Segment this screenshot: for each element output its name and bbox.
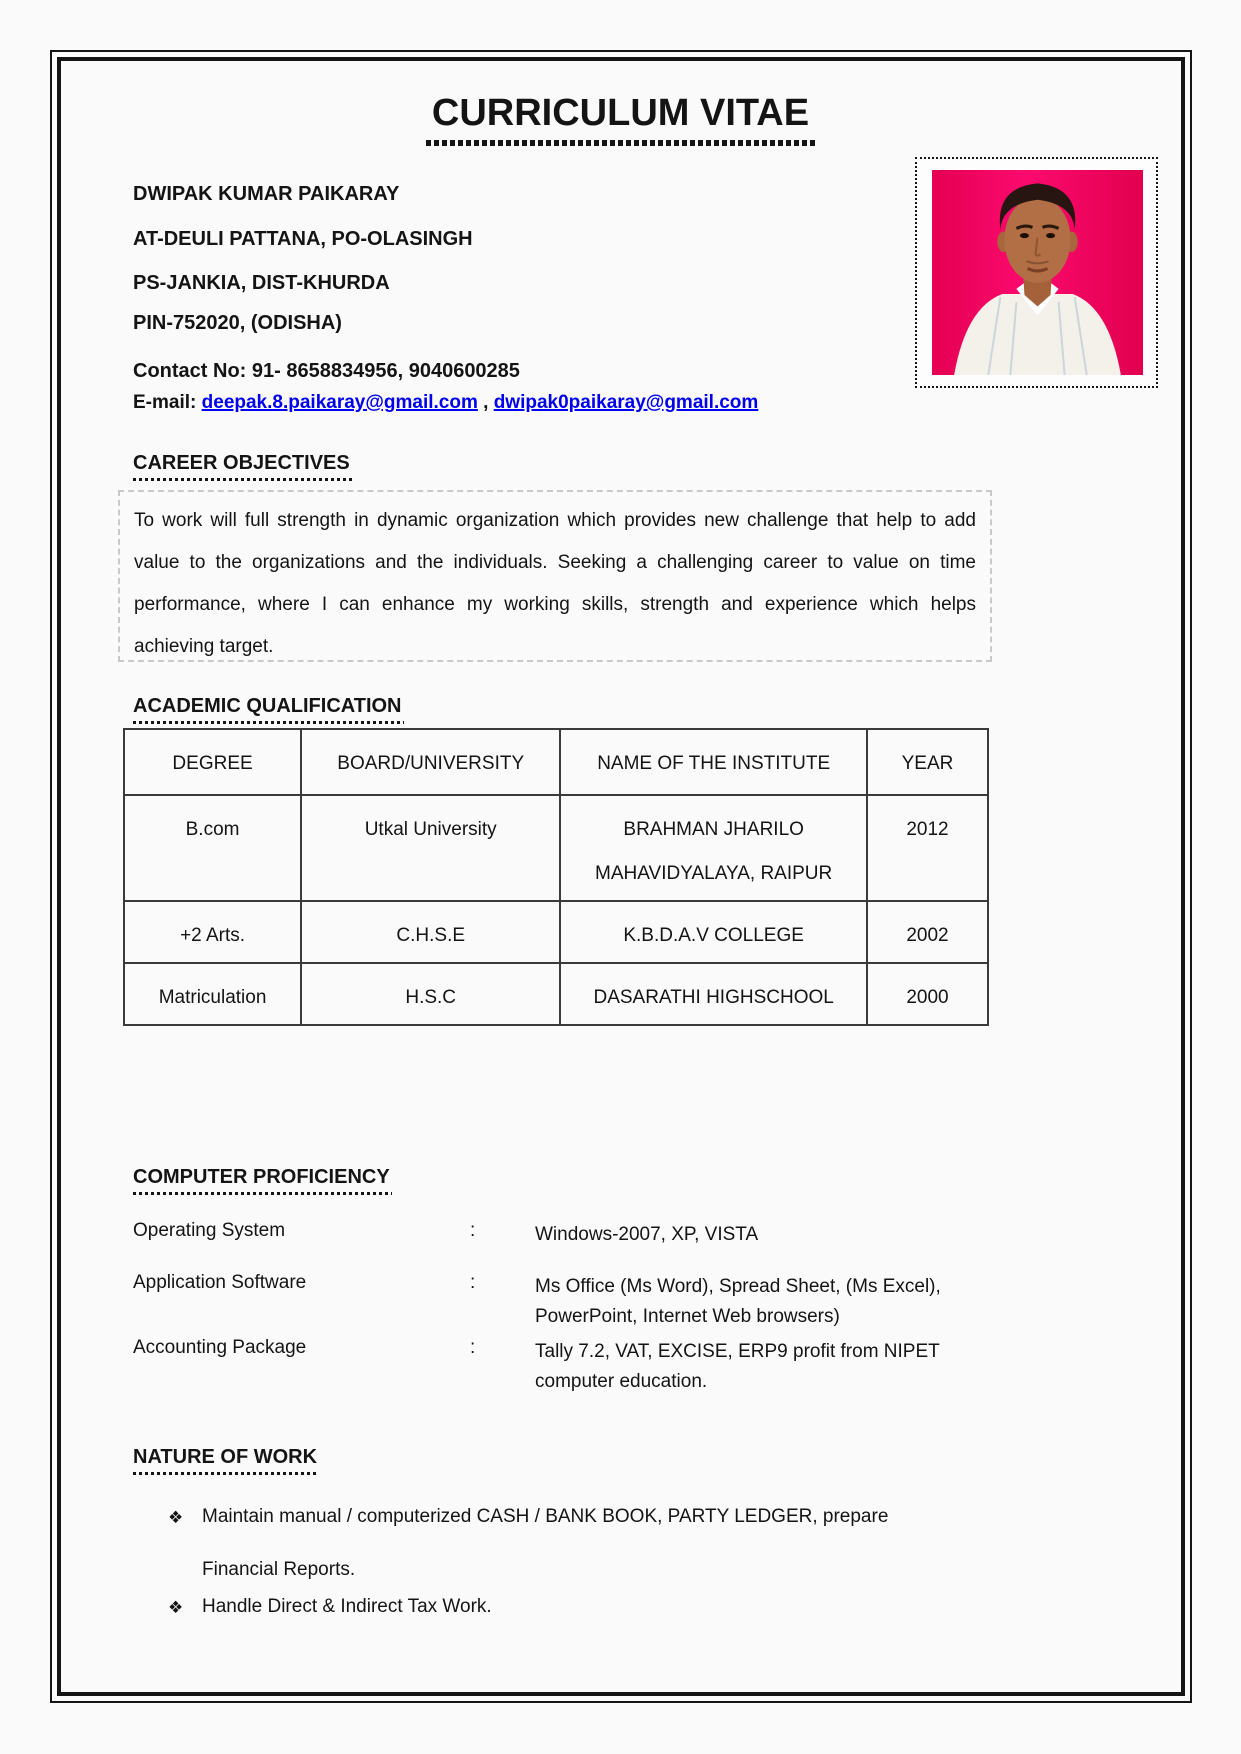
- contact-line: [133, 360, 520, 383]
- skill-separator: :: [470, 1220, 476, 1241]
- heading-computer-proficiency: COMPUTER PROFICIENCY: [133, 1166, 392, 1195]
- diamond-bullet-icon: ❖: [168, 1598, 184, 1618]
- diamond-bullet-icon: ❖: [168, 1508, 184, 1528]
- page-title: CURRICULUM VITAE: [426, 92, 815, 146]
- email-separator: ,: [483, 392, 489, 413]
- col-header-board: BOARD/UNIVERSITY: [301, 729, 560, 795]
- title-wrap: [0, 92, 1241, 146]
- heading-career-objectives: CAREER OBJECTIVES: [133, 452, 352, 481]
- email-link-secondary[interactable]: dwipak0paikaray@gmail.com: [493, 392, 759, 413]
- skill-label: Accounting Package: [133, 1337, 307, 1358]
- applicant-photo: [932, 170, 1143, 375]
- cell-institute: DASARATHI HIGHSCHOOL: [560, 963, 867, 1025]
- contact-numbers: 91- 8658834956, 9040600285: [251, 360, 520, 382]
- contact-label: Contact No:: [133, 360, 247, 382]
- list-item: [168, 1580, 958, 1633]
- applicant-name: DWIPAK KUMAR PAIKARAY: [133, 183, 400, 205]
- col-header-degree: DEGREE: [124, 729, 301, 795]
- photo-frame: [915, 157, 1158, 388]
- cell-institute: BRAHMAN JHARILO MAHAVIDYALAYA, RAIPUR: [560, 795, 867, 901]
- table-row: [124, 901, 988, 963]
- address-line-1: AT-DEULI PATTANA, PO-OLASINGH: [133, 228, 473, 250]
- cell-institute: K.B.D.A.V COLLEGE: [560, 901, 867, 963]
- col-header-institute: NAME OF THE INSTITUTE: [560, 729, 867, 795]
- cell-board: H.S.C: [301, 963, 560, 1025]
- skill-label: Application Software: [133, 1272, 307, 1293]
- email-link-primary[interactable]: deepak.8.paikaray@gmail.com: [201, 392, 478, 413]
- skill-value: Windows-2007, XP, VISTA: [535, 1224, 759, 1245]
- skill-label: Operating System: [133, 1220, 286, 1241]
- qualification-table: [123, 728, 989, 1026]
- address-line-2: PS-JANKIA, DIST-KHURDA: [133, 272, 390, 294]
- cell-year: 2002: [867, 901, 988, 963]
- skill-value: Tally 7.2, VAT, EXCISE, ERP9 profit from NIPET computer education.: [535, 1341, 940, 1392]
- heading-academic-qualification: ACADEMIC QUALIFICATION: [133, 695, 404, 724]
- table-row: [124, 795, 988, 901]
- work-item-text: Handle Direct & Indirect Tax Work.: [202, 1596, 492, 1617]
- cell-degree: Matriculation: [124, 963, 301, 1025]
- cell-board: Utkal University: [301, 795, 560, 901]
- cell-year: 2000: [867, 963, 988, 1025]
- skill-separator: :: [470, 1272, 476, 1293]
- col-header-year: YEAR: [867, 729, 988, 795]
- email-line: [133, 392, 758, 414]
- table-header-row: [124, 729, 988, 795]
- skill-value: Ms Office (Ms Word), Spread Sheet, (Ms Excel), PowerPoint, Internet Web browsers): [535, 1276, 941, 1327]
- cell-degree: B.com: [124, 795, 301, 901]
- skill-separator: :: [470, 1337, 476, 1358]
- heading-nature-of-work: NATURE OF WORK: [133, 1446, 319, 1475]
- cell-degree: +2 Arts.: [124, 901, 301, 963]
- cell-year: 2012: [867, 795, 988, 901]
- cell-board: C.H.S.E: [301, 901, 560, 963]
- career-objective-box: [118, 490, 992, 662]
- work-item-text: Maintain manual / computerized CASH / BANK BOOK, PARTY LEDGER, prepare Financial Reports.: [202, 1506, 889, 1580]
- email-label: E-mail:: [133, 392, 197, 413]
- career-objective-text: To work will full strength in dynamic organization which provides new challenge that help to add value to the organizations and the individuals. Seeking a challenging career to value on time performance, where I can enhance my working skills, strength and experience which helps achieving target.: [134, 510, 976, 657]
- table-row: [124, 963, 988, 1025]
- address-line-3: PIN-752020, (ODISHA): [133, 312, 342, 334]
